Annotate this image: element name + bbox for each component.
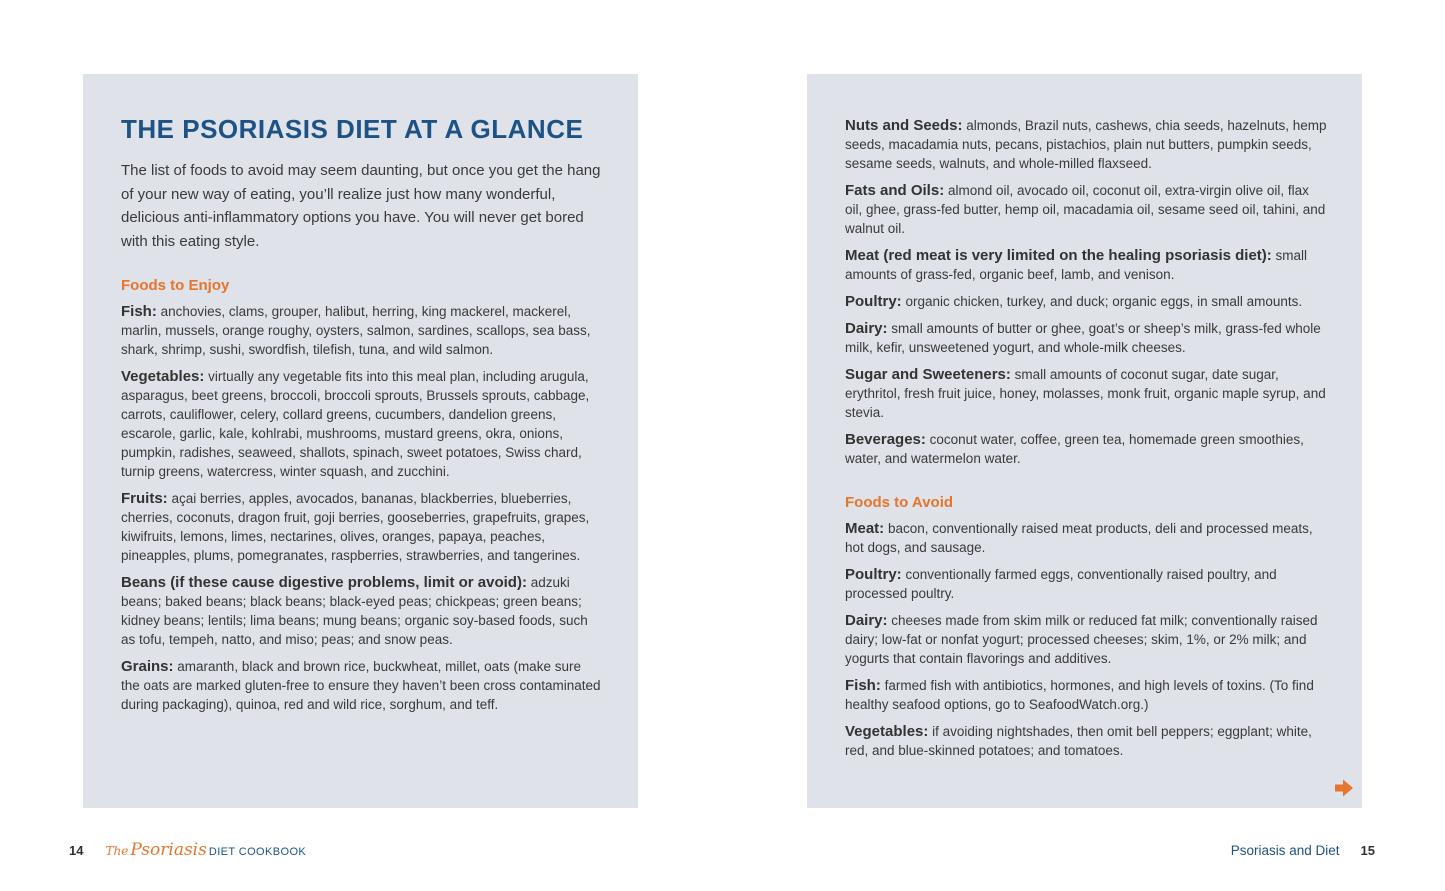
entry-text: amaranth, black and brown rice, buckwheat, millet, oats (make sure the oats are marked gluten-free to ensure they haven’t been cross contaminated during packaging), quinoa, red and wild rice, sorghum, and teff.	[121, 659, 601, 712]
right-page-panel	[807, 74, 1362, 808]
left-entry-list	[121, 302, 602, 714]
entry-label: Poultry:	[845, 293, 902, 310]
left-page-number: 14	[69, 842, 84, 858]
entry-text: adzuki beans; baked beans; black beans; black-eyed peas; chickpeas; green beans; kidney beans; lentils; lima beans; mung beans; organic soy-based foods, such as tofu, tempeh, natto, and miso; peas; and snow peas.	[121, 575, 588, 647]
entry-label: Sugar and Sweeteners:	[845, 366, 1011, 383]
entry-text: almonds, Brazil nuts, cashews, chia seeds, hazelnuts, hemp seeds, macadamia nuts, pecans, pistachios, plain nut butters, pumpkin seeds, sesame seeds, walnuts, and whole-milled flaxseed.	[845, 118, 1327, 171]
entry-label: Fruits:	[121, 490, 168, 507]
entry-beverages	[845, 430, 1328, 468]
entry-text: farmed fish with antibiotics, hormones, and high levels of toxins. (To find healthy seafood options, go to SeafoodWatch.org.)	[845, 678, 1314, 712]
entry-nuts-and-seeds	[845, 116, 1328, 173]
book-title-logo	[105, 840, 306, 860]
entry-sugar-and-sweeteners	[845, 365, 1328, 422]
logo-diet-cookbook: DIET COOKBOOK	[208, 846, 307, 858]
entry-text: almond oil, avocado oil, coconut oil, extra-virgin olive oil, flax oil, ghee, grass-fed butter, hemp oil, macadamia oil, sesame seed oil, tahini, and walnut oil.	[845, 183, 1326, 236]
right-page-number: 15	[1360, 842, 1375, 858]
entry-label: Poultry:	[845, 566, 902, 583]
entry-text: cheeses made from skim milk or reduced fat milk; conventionally raised dairy; low-fat or nonfat yogurt; processed cheeses; skim, 1%, or 2% milk; and yogurts that contain flavorings and additives.	[845, 613, 1318, 666]
entry-text: virtually any vegetable fits into this meal plan, including arugula, asparagus, beet greens, broccoli, broccoli sprouts, Brussels sprouts, cabbage, carrots, cauliflower, celery, collard greens, cucumbers, dandelion greens, escarole, garlic, kale, kohlrabi, mushrooms, mustard greens, okra, onions, pumpkin, radishes, seaweed, shallots, spinach, sweet potatoes, Swiss chard, turnip greens, watercress, winter squash, and zucchini.	[121, 369, 590, 479]
entry-fats-and-oils	[845, 181, 1328, 238]
entry-meat	[845, 246, 1328, 284]
entry-fruits	[121, 489, 602, 565]
entry-text: small amounts of butter or ghee, goat’s or sheep’s milk, grass-fed whole milk, kefir, unsweetened yogurt, and whole-milk cheeses.	[845, 321, 1321, 355]
arrow-right-icon[interactable]	[1334, 778, 1354, 798]
entry-label: Fish:	[121, 303, 157, 320]
entry-grains	[121, 657, 602, 714]
entry-text: small amounts of grass-fed, organic beef, lamb, and venison.	[845, 248, 1308, 282]
entry-label: Vegetables:	[121, 368, 205, 385]
entry-label: Beans (if these cause digestive problems, limit or avoid):	[121, 574, 527, 591]
entry-label: Fats and Oils:	[845, 182, 945, 199]
entry-avoid-fish	[845, 676, 1328, 714]
chapter-name: Psoriasis and Diet	[1230, 842, 1340, 858]
footer-right	[1231, 839, 1375, 861]
entry-beans	[121, 573, 602, 649]
entry-label: Fish:	[845, 677, 881, 694]
entry-label: Vegetables:	[845, 723, 929, 740]
foods-to-enjoy-heading: Foods to Enjoy	[121, 277, 230, 294]
entry-text: açai berries, apples, avocados, bananas, blackberries, blueberries, cherries, coconuts, dragon fruit, goji berries, gooseberries, grapefruits, grapes, kiwifruits, lemons, limes, nectarines, olives, oranges, papaya, peaches, pineapples, plums, pomegranates, raspberries, strawberries, and tangerines.	[121, 491, 590, 563]
entry-avoid-vegetables	[845, 722, 1328, 760]
logo-psoriasis: Psoriasis	[130, 840, 207, 860]
entry-avoid-dairy	[845, 611, 1328, 668]
foods-to-avoid-heading: Foods to Avoid	[845, 494, 954, 511]
entry-text: anchovies, clams, grouper, halibut, herring, king mackerel, mackerel, marlin, mussels, orange roughy, oysters, salmon, sardines, scallops, sea bass, shark, shrimp, sushi, swordfish, tilefish, tuna, and wild salmon.	[121, 304, 591, 357]
entry-label: Dairy:	[845, 612, 888, 629]
logo-the: The	[105, 844, 129, 858]
entry-avoid-meat	[845, 519, 1328, 557]
entry-avoid-poultry	[845, 565, 1328, 603]
entry-vegetables	[121, 367, 602, 481]
page-title: THE PSORIASIS DIET AT A GLANCE	[121, 114, 584, 144]
right-avoid-list	[845, 519, 1328, 760]
footer-left	[69, 839, 306, 861]
entry-text: conventionally farmed eggs, conventionally raised poultry, and processed poultry.	[845, 567, 1277, 601]
entry-dairy	[845, 319, 1328, 357]
entry-label: Dairy:	[845, 320, 888, 337]
entry-label: Nuts and Seeds:	[845, 117, 963, 134]
entry-poultry	[845, 292, 1328, 311]
entry-text: organic chicken, turkey, and duck; organic eggs, in small amounts.	[905, 294, 1303, 309]
entry-label: Meat (red meat is very limited on the healing psoriasis diet):	[845, 247, 1272, 264]
entry-label: Meat:	[845, 520, 885, 537]
entry-text: if avoiding nightshades, then omit bell peppers; eggplant; white, red, and blue-skinned potatoes; and tomatoes.	[845, 724, 1312, 758]
entry-text: bacon, conventionally raised meat products, deli and processed meats, hot dogs, and sausage.	[845, 521, 1313, 555]
left-page-panel	[83, 74, 638, 808]
entry-label: Beverages:	[845, 431, 926, 448]
entry-text: coconut water, coffee, green tea, homemade green smoothies, water, and watermelon water.	[845, 432, 1304, 466]
entry-text: small amounts of coconut sugar, date sugar, erythritol, fresh fruit juice, honey, molasses, monk fruit, organic maple syrup, and stevia.	[845, 367, 1326, 420]
entry-label: Grains:	[121, 658, 174, 675]
intro-paragraph: The list of foods to avoid may seem daunting, but once you get the hang of your new way of eating, you’ll realize just how many wonderful, delicious anti-inflammatory options you have. You will never get bored with this eating style.	[121, 162, 601, 250]
entry-fish	[121, 302, 602, 359]
right-enjoy-list	[845, 116, 1328, 468]
